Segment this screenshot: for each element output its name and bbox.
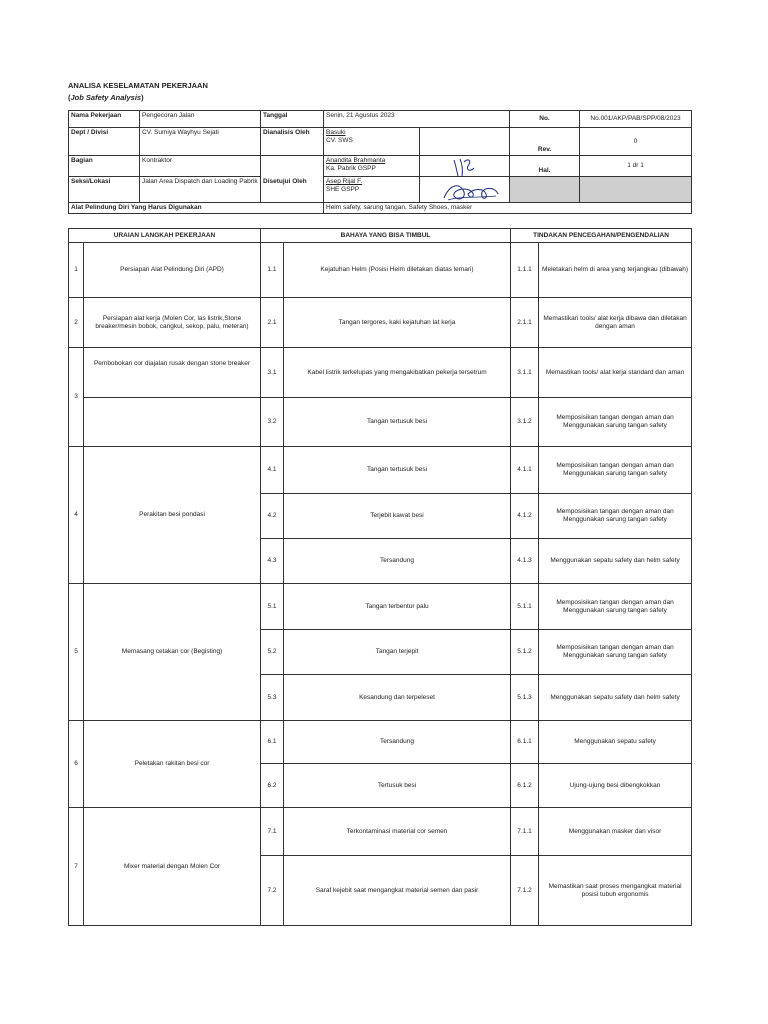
table-row bbox=[69, 348, 692, 398]
bagian-label: Bagian bbox=[69, 156, 140, 177]
grey-cell-2 bbox=[580, 177, 692, 203]
table-row bbox=[69, 298, 692, 348]
no-label: No. bbox=[510, 111, 580, 128]
control-text: Memposisikan tangan dengan aman dan Menggunakan sarung tangan safety bbox=[539, 630, 692, 675]
table-row bbox=[69, 584, 692, 630]
control-code: 5.1.3 bbox=[511, 675, 539, 721]
step-description: Persiapan Alat Pelindung Diri (APD) bbox=[84, 243, 261, 298]
approver1-signature-cell bbox=[420, 156, 510, 177]
hazard-text: Terkontaminasi material cor semen bbox=[284, 808, 511, 856]
analyst-signature-cell bbox=[420, 128, 510, 156]
step-number: 2 bbox=[69, 298, 84, 348]
hazard-text: Saraf kejebit saat mengangkat material semen dan pasir bbox=[284, 856, 511, 926]
approver2-title: SHE GSPP bbox=[326, 186, 360, 193]
hazard-code: 6.2 bbox=[261, 764, 284, 808]
dianalisis-label: Dianalisis Oleh bbox=[261, 128, 324, 156]
dept-label: Dept / Divisi bbox=[69, 128, 140, 156]
step-description: Pembobokan cor diajalan rusak dengan stone breaker bbox=[84, 348, 261, 398]
disetujui-label: Disetujui Oleh bbox=[261, 177, 324, 203]
jsa-body bbox=[69, 243, 692, 926]
approver1-name: Anandita Brahmanta bbox=[326, 157, 386, 164]
hazard-code: 1.1 bbox=[261, 243, 284, 298]
table-row bbox=[69, 243, 692, 298]
approver1-cell bbox=[324, 156, 420, 177]
hal-label: Hal. bbox=[510, 156, 580, 177]
tanggal-label: Tanggal bbox=[261, 111, 324, 128]
approval-spacer bbox=[261, 156, 324, 177]
step-number: 5 bbox=[69, 584, 84, 721]
control-code: 2.1.1 bbox=[511, 298, 539, 348]
hazard-text: Kejatuhan Helm (Posisi Helm diletakan diatas lemari) bbox=[284, 243, 511, 298]
seksi-label: Seksi/Lokasi bbox=[69, 177, 140, 203]
table-row bbox=[69, 447, 692, 494]
control-text: Memposisikan tangan dengan aman dan Menggunakan sarung tangan safety bbox=[539, 447, 692, 494]
step-description: Mixer material dengan Molen Cor bbox=[84, 808, 261, 926]
table-row bbox=[69, 398, 692, 447]
control-text: Meletakan helm di area yang terjangkau (dibawah) bbox=[539, 243, 692, 298]
apd-value: Helm safety, sarung tangan, Safety Shoes, masker bbox=[324, 203, 692, 214]
nama-pekerjaan-value: Pengecoran Jalan bbox=[140, 111, 261, 128]
hazard-code: 7.2 bbox=[261, 856, 284, 926]
approver2-cell bbox=[324, 177, 420, 203]
apd-label: Alat Pelindung Diri Yang Harus Digunakan bbox=[69, 203, 324, 214]
step-number: 6 bbox=[69, 721, 84, 808]
hazard-text: Tangan tertusuk besi bbox=[284, 398, 511, 447]
table-row bbox=[69, 721, 692, 764]
document-title: ANALISA KESELAMATAN PEKERJAAN bbox=[68, 81, 208, 90]
dept-value: CV. Sumiya Wayhyu Sejati bbox=[140, 128, 261, 156]
hazard-text: Terjebit kawat besi bbox=[284, 494, 511, 539]
hazard-text: Tersandung bbox=[284, 539, 511, 584]
approver2-signature-cell bbox=[420, 177, 510, 203]
hazard-text: Tertusuk besi bbox=[284, 764, 511, 808]
hazard-code: 3.1 bbox=[261, 348, 284, 398]
approver2-name: Asep Rijal F. bbox=[326, 178, 363, 185]
control-text: Memastikan saat proses mengangkat material posisi tubuh ergonomis bbox=[539, 856, 692, 926]
control-text: Memastikan tools/ alat kerja dibawa dan diletakan dengan aman bbox=[539, 298, 692, 348]
step-number: 4 bbox=[69, 447, 84, 584]
step-description: Memasang cetakan cor (Begisting) bbox=[84, 584, 261, 721]
step-description-empty bbox=[84, 398, 261, 447]
hazard-code: 5.3 bbox=[261, 675, 284, 721]
header-table bbox=[68, 110, 692, 214]
hazard-text: Tersandung bbox=[284, 721, 511, 764]
step-number: 3 bbox=[69, 348, 84, 447]
control-code: 1.1.1 bbox=[511, 243, 539, 298]
step-number: 1 bbox=[69, 243, 84, 298]
control-code: 3.1.1 bbox=[511, 348, 539, 398]
hazard-code: 4.3 bbox=[261, 539, 284, 584]
control-code: 4.1.3 bbox=[511, 539, 539, 584]
col-header-control: TINDAKAN PENCEGAHAN/PENGENDALIAN bbox=[511, 229, 692, 243]
hazard-code: 4.1 bbox=[261, 447, 284, 494]
rev-label: Rev. bbox=[510, 128, 580, 156]
step-description: Perakitan besi pondasi bbox=[84, 447, 261, 584]
hazard-code: 5.2 bbox=[261, 630, 284, 675]
analyst-name: Basuki bbox=[326, 129, 346, 136]
control-code: 6.1.1 bbox=[511, 721, 539, 764]
hazard-code: 5.1 bbox=[261, 584, 284, 630]
control-code: 7.1.2 bbox=[511, 856, 539, 926]
hal-value: 1 dr 1 bbox=[580, 156, 692, 177]
col-header-hazard: BAHAYA YANG BISA TIMBUL bbox=[261, 229, 511, 243]
grey-cell-1 bbox=[510, 177, 580, 203]
analyst-company: CV. SWS bbox=[326, 137, 353, 144]
control-text: Memposisikan tangan dengan aman dan Menggunakan sarung tangan safety bbox=[539, 494, 692, 539]
analyst-cell bbox=[324, 128, 420, 156]
control-text: Menggunakan sepatu safety dan helm safety bbox=[539, 539, 692, 584]
control-code: 6.1.2 bbox=[511, 764, 539, 808]
step-number: 7 bbox=[69, 808, 84, 926]
hazard-code: 4.2 bbox=[261, 494, 284, 539]
hazard-text: Tangan terjepit bbox=[284, 630, 511, 675]
control-text: Menggunakan sepatu safety dan helm safety bbox=[539, 675, 692, 721]
control-text: Memposisikan tangan dengan aman dan Menggunakan sarung tangan safety bbox=[539, 584, 692, 630]
step-description: Persiapan alat kerja (Molen Cor, las listrik,Stone breaker/mesin bobok, cangkul, sekop, palu, meteran) bbox=[84, 298, 261, 348]
hazard-text: Kabel listrik terkelupas yang mengakibatkan pekerja tersetrum bbox=[284, 348, 511, 398]
hazard-text: Tangan tergores, kaki kejatuhan lat kerja bbox=[284, 298, 511, 348]
control-code: 3.1.2 bbox=[511, 398, 539, 447]
document-number: No.001/AKP/PAB/SPP/08/2023 bbox=[580, 111, 692, 128]
approver1-title: Ka. Pabrik GSPP bbox=[326, 165, 376, 172]
col-header-step: URAIAN LANGKAH PEKERJAAN bbox=[69, 229, 261, 243]
control-text: Ujung-ujung besi dibengkokkan bbox=[539, 764, 692, 808]
hazard-text: Tangan tertusuk besi bbox=[284, 447, 511, 494]
control-code: 7.1.1 bbox=[511, 808, 539, 856]
control-text: Menggunakan sepatu safety bbox=[539, 721, 692, 764]
control-code: 4.1.2 bbox=[511, 494, 539, 539]
document-subtitle: (Job Safety Analysis) bbox=[68, 93, 144, 102]
hazard-code: 3.2 bbox=[261, 398, 284, 447]
hazard-code: 2.1 bbox=[261, 298, 284, 348]
control-text: Memastikan tools/ alat kerja standard dan aman bbox=[539, 348, 692, 398]
hazard-text: Tangan terbentur palu bbox=[284, 584, 511, 630]
jsa-table bbox=[68, 228, 692, 926]
hazard-code: 7.1 bbox=[261, 808, 284, 856]
tanggal-value: Senin, 21 Agustus 2023 bbox=[324, 111, 510, 128]
seksi-value: Jalan Area Dispatch dan Loading Pabrik bbox=[140, 177, 261, 203]
table-row bbox=[69, 808, 692, 856]
bagian-value: Kontraktor bbox=[140, 156, 261, 177]
hazard-code: 6.1 bbox=[261, 721, 284, 764]
control-text: Menggunakan masker dan visor bbox=[539, 808, 692, 856]
step-description: Peletakan rakitan besi cor bbox=[84, 721, 261, 808]
hazard-text: Kesandung dan terpeleset bbox=[284, 675, 511, 721]
control-code: 4.1.1 bbox=[511, 447, 539, 494]
nama-pekerjaan-label: Nama Pekerjaan bbox=[69, 111, 140, 128]
control-code: 5.1.2 bbox=[511, 630, 539, 675]
control-code: 5.1.1 bbox=[511, 584, 539, 630]
control-text: Memposisikan tangan dengan aman dan Menggunakan sarung tangan safety bbox=[539, 398, 692, 447]
rev-value: 0 bbox=[580, 128, 692, 156]
